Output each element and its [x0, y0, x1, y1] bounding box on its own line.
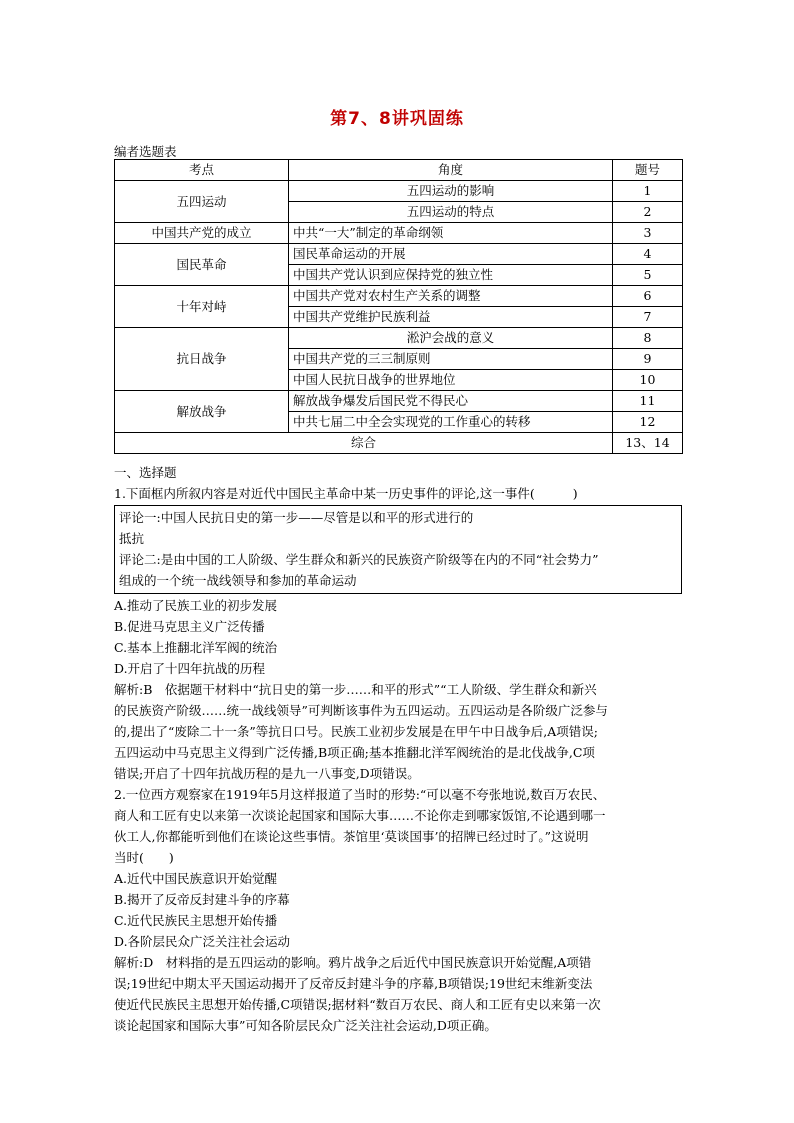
table-header-row — [115, 160, 683, 181]
cell-number: 3 — [613, 223, 683, 244]
question-2-analysis-line: 误;19世纪中期太平天国运动揭开了反帝反封建斗争的序幕,B项错误;19世纪末维新变法 — [114, 976, 593, 991]
table-summary-row — [115, 433, 683, 454]
table-row — [115, 223, 683, 244]
cell-number: 7 — [613, 307, 683, 328]
question-2-analysis-line: 谈论起国家和国际大事”可知各阶层民众广泛关注社会运动,D项正确。 — [114, 1018, 497, 1033]
cell-number: 10 — [613, 370, 683, 391]
question-2-analysis-line: 解析:D 材料指的是五四运动的影响。鸦片战争之后近代中国民族意识开始觉醒,A项错 — [114, 955, 592, 970]
cell-number: 9 — [613, 349, 683, 370]
cell-point: 五四运动 — [115, 181, 289, 223]
table-row — [115, 244, 683, 265]
cell-angle: 国民革命运动的开展 — [289, 244, 613, 265]
question-1-option-b: B.促进马克思主义广泛传播 — [114, 619, 265, 634]
cell-point: 抗日战争 — [115, 328, 289, 391]
quote-line: 组成的一个统一战线领导和参加的革命运动 — [119, 573, 357, 588]
cell-number: 12 — [613, 412, 683, 433]
table-row — [115, 181, 683, 202]
header-number: 题号 — [613, 160, 683, 181]
cell-angle: 五四运动的影响 — [289, 181, 613, 202]
cell-angle: 中国共产党的三三制原则 — [289, 349, 613, 370]
cell-angle: 中国共产党对农村生产关系的调整 — [289, 286, 613, 307]
question-1-stem — [114, 483, 682, 504]
questions-body — [114, 462, 682, 1036]
cell-number: 1 — [613, 181, 683, 202]
header-point: 考点 — [115, 160, 289, 181]
cell-angle: 五四运动的特点 — [289, 202, 613, 223]
quote-line: 抵抗 — [119, 531, 145, 546]
table-row — [115, 286, 683, 307]
question-2-stem-line: 商人和工匠有史以来第一次谈论起国家和国际大事……不论你走到哪家饭馆,不论遇到哪一 — [114, 808, 606, 823]
question-1-option-d: D.开启了十四年抗战的历程 — [114, 661, 266, 676]
cell-number: 5 — [613, 265, 683, 286]
table-caption: 编者选题表 — [114, 144, 177, 159]
cell-angle: 解放战争爆发后国民党不得民心 — [289, 391, 613, 412]
section-heading: 一、选择题 — [114, 465, 177, 480]
cell-number: 6 — [613, 286, 683, 307]
question-2-stem-line: 伙工人,你都能听到他们在谈论这些事情。茶馆里‘莫谈国事’的招牌已经过时了。”这说明 — [114, 829, 589, 844]
cell-point: 国民革命 — [115, 244, 289, 286]
question-1-stem-end: ) — [572, 486, 578, 501]
question-2-option-a: A.近代中国民族意识开始觉醒 — [114, 871, 278, 886]
cell-angle: 中共七届二中全会实现党的工作重心的转移 — [289, 412, 613, 433]
question-2-stem-line: 2.一位西方观察家在1919年5月这样报道了当时的形势:“可以毫不夸张地说,数百万农民、 — [114, 787, 606, 802]
question-2-option-b: B.揭开了反帝反封建斗争的序幕 — [114, 892, 290, 907]
question-1-stem-text: 1.下面框内所叙内容是对近代中国民主革命中某一历史事件的评论,这一事件( — [114, 486, 535, 501]
cell-angle: 中国人民抗日战争的世界地位 — [289, 370, 613, 391]
question-1-analysis-line: 的民族资产阶级……统一战线领导”可判断该事件为五四运动。五四运动是各阶级广泛参与 — [114, 703, 608, 718]
cell-number: 2 — [613, 202, 683, 223]
question-2-analysis-line: 使近代民族民主思想开始传播,C项错误;据材料“数百万农民、商人和工匠有史以来第一次 — [114, 997, 601, 1012]
quote-line: 评论二:是由中国的工人阶级、学生群众和新兴的民族资产阶级等在内的不同“社会势力” — [119, 552, 599, 567]
cell-number: 4 — [613, 244, 683, 265]
cell-angle: 中共“一大”制定的革命纲领 — [289, 223, 613, 244]
question-1-analysis-line: 解析:B 依据题干材料中“抗日史的第一步……和平的形式”“工人阶级、学生群众和新兴 — [114, 682, 597, 697]
cell-angle: 中国共产党认识到应保持党的独立性 — [289, 265, 613, 286]
topic-selection-table — [114, 159, 683, 454]
summary-number: 13、14 — [613, 433, 683, 454]
cell-point: 中国共产党的成立 — [115, 223, 289, 244]
cell-point: 十年对峙 — [115, 286, 289, 328]
cell-angle: 淞沪会战的意义 — [289, 328, 613, 349]
question-1-analysis-line: 的,提出了“废除二十一条”等抗日口号。民族工业初步发展是在甲午中日战争后,A项错误; — [114, 724, 598, 739]
summary-label: 综合 — [115, 433, 613, 454]
question-1-quote-box — [114, 505, 682, 594]
quote-line: 评论一:中国人民抗日史的第一步——尽管是以和平的形式进行的 — [119, 510, 474, 525]
cell-number: 8 — [613, 328, 683, 349]
question-1-option-a: A.推动了民族工业的初步发展 — [114, 598, 278, 613]
question-2-stem-line: 当时( ) — [114, 850, 174, 865]
question-1-analysis-line: 五四运动中马克思主义得到广泛传播,B项正确;基本推翻北洋军阀统治的是北伐战争,C项 — [114, 745, 595, 760]
question-2-option-c: C.近代民族民主思想开始传播 — [114, 913, 278, 928]
table-row — [115, 328, 683, 349]
question-2-option-d: D.各阶层民众广泛关注社会运动 — [114, 934, 291, 949]
cell-point: 解放战争 — [115, 391, 289, 433]
page-title: 第7、8讲巩固练 — [330, 109, 464, 129]
cell-angle: 中国共产党维护民族利益 — [289, 307, 613, 328]
cell-number: 11 — [613, 391, 683, 412]
table-row — [115, 391, 683, 412]
header-angle: 角度 — [289, 160, 613, 181]
question-1-analysis-line: 错误;开启了十四年抗战历程的是九一八事变,D项错误。 — [114, 766, 420, 781]
question-1-option-c: C.基本上推翻北洋军阀的统治 — [114, 640, 278, 655]
